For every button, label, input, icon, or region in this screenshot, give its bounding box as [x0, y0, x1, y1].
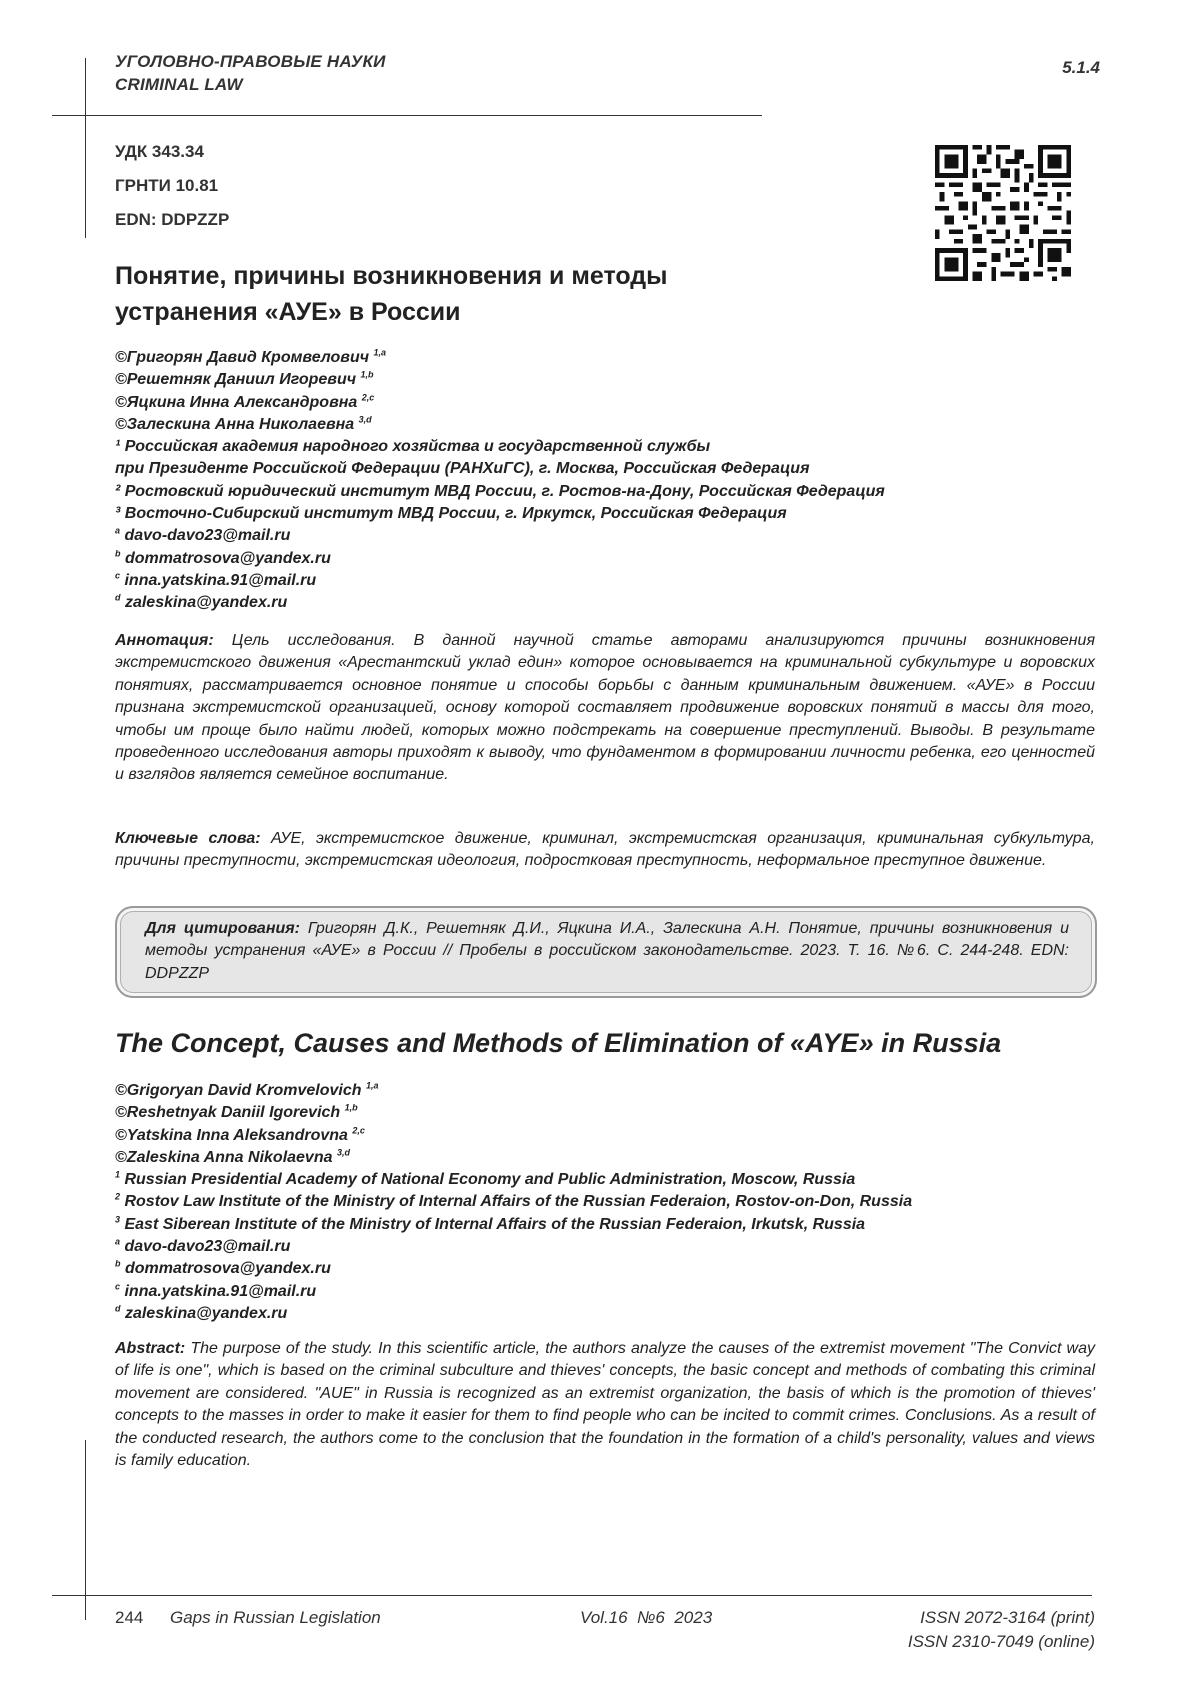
issn-online: ISSN 2310-7049 (online) [907, 1632, 1095, 1651]
author-ru: ©Яцкина Инна Александровна $^{2,c}$ [115, 392, 375, 411]
author-en: ©Zaleskina Anna Nikolaevna $^{3,d}$ [115, 1147, 350, 1166]
abstract-en [115, 1338, 1095, 1472]
email-en[interactable]: $^d$ zaleskina@yandex.ru [115, 1303, 288, 1322]
title-ru-line-2: устранения «АУЕ» в России [115, 298, 461, 326]
citation-label: Для цитирования: [145, 920, 301, 937]
section-heading [115, 50, 386, 96]
affiliation-ru: ¹ Российская академия народного хозяйства и государственной службы [115, 438, 711, 456]
keywords-label-ru: Ключевые слова: [115, 830, 261, 847]
qr-code-icon [935, 145, 1071, 281]
specialty-code: 5.1.4 [1062, 58, 1100, 77]
footer-rule [52, 1595, 1092, 1596]
volume-issue: Vol.16 №6 2023 [580, 1608, 713, 1627]
author-ru: ©Григорян Давид Кромвелович $^{1,a}$ [115, 347, 387, 366]
abstract-ru [115, 630, 1095, 787]
edn: EDN: DDPZZP [115, 210, 230, 229]
email-ru[interactable]: $^d$ zaleskina@yandex.ru [115, 592, 288, 612]
abstract-label-en: Abstract: [115, 1340, 186, 1357]
section-en: CRIMINAL LAW [115, 75, 243, 94]
email-en[interactable]: $^c$ inna.yatskina.91@mail.ru [115, 1281, 317, 1300]
abstract-text-en: The purpose of the study. In this scientific article, the authors analyze the causes of the extremist movement "The Convict way of life is one", which is based on the criminal subculture and thieves' concepts, the basic concept and methods of combating this criminal movement are considered. "AUE" in Russia is recognized as an extremist organization, the basis of which is the promotion of thieves' concepts to the masses in order to make it easier for them to find people who can be incited to commit crimes. Conclusions. As a result of the conducted research, the authors come to the conclusion that the foundation in the formation of a child's personality, values and views is family education. [115, 1340, 1095, 1470]
affiliation-ru: ³ Восточно-Сибирский институт МВД России, г. Иркутск, Российская Федерация [115, 505, 787, 523]
affiliation-ru: ² Ростовский юридический институт МВД России, г. Ростов-на-Дону, Российская Федерация [115, 482, 885, 500]
email-en[interactable]: $^a$ davo-davo23@mail.ru [115, 1236, 291, 1256]
article-title-en: The Concept, Causes and Methods of Elimination of «AYE» in Russia [115, 1028, 1002, 1058]
authors-block-en [115, 1080, 912, 1325]
affiliation-en: $^1$ Russian Presidential Academy of National Economy and Public Administration, Moscow, Russia [115, 1169, 856, 1189]
identifiers [115, 140, 229, 242]
article-title-ru [115, 258, 835, 330]
left-rule-bottom [85, 1440, 86, 1620]
udk: УДК 343.34 [115, 142, 204, 161]
author-en: ©Yatskina Inna Aleksandrovna $^{2,c}$ [115, 1125, 365, 1144]
author-ru: ©Решетняк Даниил Игоревич $^{1,b}$ [115, 369, 374, 389]
email-ru[interactable]: $^a$ davo-davo23@mail.ru [115, 526, 291, 545]
citation [145, 918, 1069, 985]
citation-text: Григорян Д.К., Решетняк Д.И., Яцкина И.А., Залескина А.Н. Понятие, причины возникновения и методы устранения «АУЕ» в России // Пробелы в российском законодательстве. 2023. Т. 16. №6. С. 244-248. EDN: DDPZZP [145, 920, 1069, 982]
email-ru[interactable]: $^b$ dommatrosova@yandex.ru [115, 548, 331, 567]
author-ru: ©Залескина Анна Николаевна $^{3,d}$ [115, 414, 372, 433]
affiliation-ru: при Президенте Российской Федерации (РАНХиГС), г. Москва, Российская Федерация [115, 460, 810, 478]
left-rule-top [85, 58, 86, 238]
author-en: ©Grigoryan David Kromvelovich $^{1,a}$ [115, 1080, 379, 1099]
citation-box [115, 906, 1097, 998]
affiliation-en: $^2$ Rostov Law Institute of the Ministry of Internal Affairs of the Russian Federaion, Rostov-on-Don, Russia [115, 1192, 913, 1211]
title-ru-line-1: Понятие, причины возникновения и методы [115, 262, 668, 290]
authors-block-ru [115, 347, 885, 615]
author-en: ©Reshetnyak Daniil Igorevich $^{1,b}$ [115, 1102, 358, 1122]
header-rule [52, 115, 762, 116]
email-en[interactable]: $^b$ dommatrosova@yandex.ru [115, 1259, 331, 1278]
issn-print: ISSN 2072-3164 (print) [920, 1608, 1095, 1627]
section-ru: УГОЛОВНО-ПРАВОВЫЕ НАУКИ [115, 52, 386, 71]
affiliation-en: $^3$ East Siberean Institute of the Ministry of Internal Affairs of the Russian Federaion, Irkutsk, Russia [115, 1214, 866, 1233]
journal-name: Gaps in Russian Legislation [170, 1608, 381, 1627]
keywords-text-ru: АУЕ, экстремистское движение, криминал, экстремистская организация, криминальная субкультура, причины преступности, экстремистская идеология, подростковая преступность, неформальное преступное движение. [115, 830, 1095, 870]
grnti: ГРНТИ 10.81 [115, 176, 219, 195]
abstract-label-ru: Аннотация: [115, 632, 214, 649]
abstract-text-ru: Цель исследования. В данной научной статье авторами анализируются причины возникновения экстремистского движения «Арестантский уклад един» которое основывается на криминальной субкультуре и воровских понятиях, рассматривается основное понятие и способы борьбы с данным криминальным движением. «АУЕ» в России признана экстремистской организацией, основу которой составляет продвижение воровских понятий в массы для того, чтобы им проще было найти людей, которых можно подстрекать на совершение преступлений. Выводы. В результате проведенного исследования авторы приходят к выводу, что фундаментом в формировании личности ребенка, его ценностей и взглядов является семейное воспитание. [115, 632, 1096, 784]
email-ru[interactable]: $^c$ inna.yatskina.91@mail.ru [115, 570, 317, 589]
page-number: 244 [115, 1608, 144, 1627]
keywords-ru [115, 828, 1095, 873]
